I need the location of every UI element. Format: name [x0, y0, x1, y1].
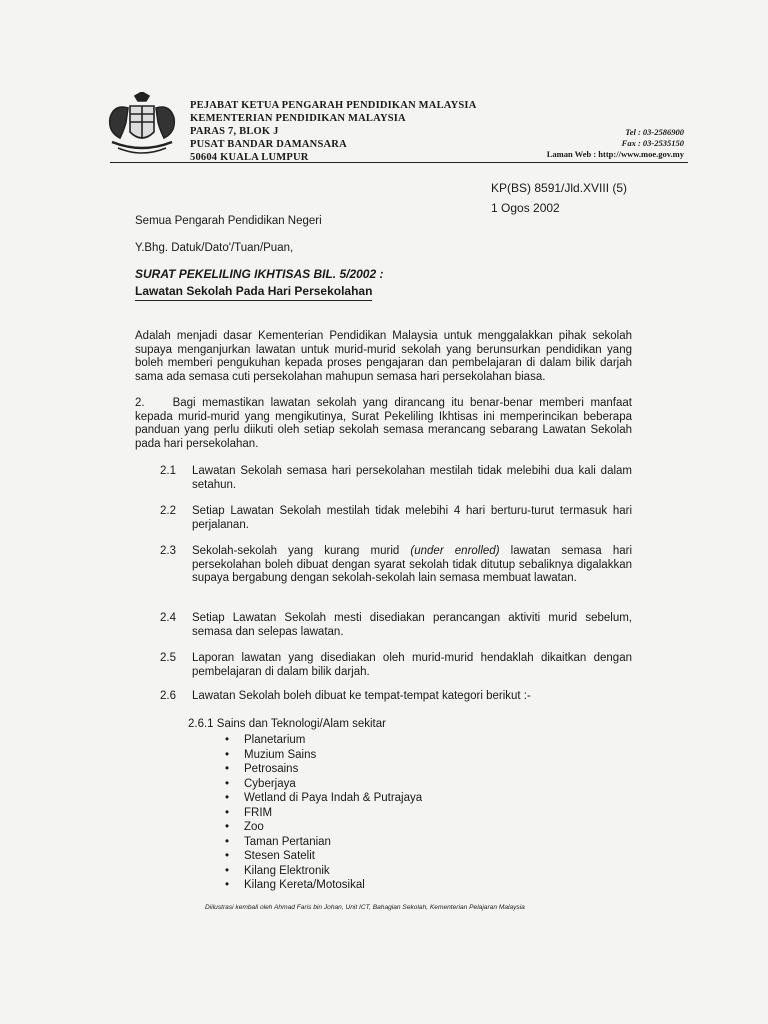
- list-item: • Planetarium: [225, 733, 422, 748]
- list-item: [160, 690, 632, 704]
- list-item: • FRIM: [225, 806, 422, 821]
- item-number: 2.2: [160, 505, 176, 517]
- item-text-part: Sekolah-sekolah yang kurang murid: [192, 545, 411, 557]
- office-address: [190, 99, 477, 164]
- footnote: Diilustrasi kembali oleh Ahmad Faris bin Johan, Unit ICT, Bahagian Sekolah, Kementerian Pelajaran Malaysia: [205, 904, 525, 911]
- list-item: [160, 545, 632, 586]
- item-number: 2.4: [160, 612, 176, 624]
- reference-number: KP(BS) 8591/Jld.XVIII (5): [491, 181, 628, 195]
- item-number: 2.1: [160, 465, 176, 477]
- list-item: • Stesen Satelit: [225, 849, 422, 864]
- item-number: 2.5: [160, 652, 176, 664]
- list-item: [160, 652, 632, 679]
- fax: Fax : 03-2535150: [621, 138, 684, 148]
- list-item: • Cyberjaya: [225, 777, 422, 792]
- item-text: Setiap Lawatan Sekolah mesti disediakan perancangan aktiviti murid sebelum, semasa dan selepas lawatan.: [192, 612, 632, 638]
- sub-heading: 2.6.1 Sains dan Teknologi/Alam sekitar: [188, 718, 386, 730]
- paragraph-2: [135, 397, 632, 451]
- address-line: 50604 KUALA LUMPUR: [190, 152, 309, 163]
- item-text: Laporan lawatan yang disediakan oleh murid-murid hendaklah dikaitkan dengan pembelajaran di dalam bilik darjah.: [192, 652, 632, 678]
- website: Laman Web : http://www.moe.gov.my: [546, 149, 684, 159]
- letter-title: [135, 268, 383, 301]
- list-item: [160, 612, 632, 639]
- item-text-emphasis: (under enrolled): [410, 545, 500, 557]
- list-item: [160, 465, 632, 492]
- list-item: • Zoo: [225, 820, 422, 835]
- address-line: KEMENTERIAN PENDIDIKAN MALAYSIA: [190, 113, 406, 124]
- circular-number: SURAT PEKELILING IKHTISAS BIL. 5/2002 :: [135, 267, 384, 281]
- item-text: [192, 545, 632, 586]
- item-text: Setiap Lawatan Sekolah mestilah tidak melebihi 4 hari berturu-turut termasuk hari perjalanan.: [192, 505, 632, 531]
- letterhead-divider: [110, 162, 688, 163]
- list-item: • Taman Pertanian: [225, 835, 422, 850]
- salutation: Y.Bhg. Datuk/Dato'/Tuan/Puan,: [135, 242, 294, 254]
- list-item: • Kilang Kereta/Motosikal: [225, 878, 422, 893]
- coat-of-arms-icon: [104, 92, 180, 158]
- reference-block: [491, 178, 627, 218]
- paragraph-text: Bagi memastikan lawatan sekolah yang dirancang itu benar-benar memberi manfaat kepada murid-murid yang mengikutinya, Surat Pekeliling Ikhtisas ini memperincikan beberapa panduan yang perlu diikuti oleh setiap sekolah semasa merancang sebarang Lawatan Sekolah pada hari persekolahan.: [135, 397, 632, 450]
- telephone: Tel : 03-2586900: [625, 127, 684, 137]
- item-text: Lawatan Sekolah semasa hari persekolahan mestilah tidak melebihi dua kali dalam setahun.: [192, 465, 632, 491]
- list-item: • Muzium Sains: [225, 748, 422, 763]
- letter-date: 1 Ogos 2002: [491, 201, 560, 215]
- item-text: Lawatan Sekolah boleh dibuat ke tempat-tempat kategori berikut :-: [192, 690, 531, 702]
- list-item: • Wetland di Paya Indah & Putrajaya: [225, 791, 422, 806]
- address-line: PARAS 7, BLOK J: [190, 126, 279, 137]
- list-item: • Kilang Elektronik: [225, 864, 422, 879]
- paragraph-number: 2.: [135, 397, 145, 409]
- item-number: 2.6: [160, 690, 176, 702]
- address-line: PEJABAT KETUA PENGARAH PENDIDIKAN MALAYSIA: [190, 100, 477, 111]
- list-item: [160, 505, 632, 532]
- paragraph-1: Adalah menjadi dasar Kementerian Pendidikan Malaysia untuk menggalakkan pihak sekolah supaya menganjurkan lawatan untuk murid-murid sekolah yang berunsurkan pendidikan yang boleh memberi pengukuhan kepada proses pengajaran dan pembelajaran di dalam bilik darjah sama ada semasa cuti persekolahan mahupun semasa hari persekolahan biasa.: [135, 330, 632, 383]
- item-number: 2.3: [160, 545, 176, 557]
- contact-info: [547, 127, 684, 160]
- list-item: • Petrosains: [225, 762, 422, 777]
- places-list: [225, 733, 422, 893]
- item-text-part: lawatan semasa hari persekolahan boleh dibuat dengan syarat sekolah tidak ditutup sebaliknya digalakkan supaya bergabung dengan sekolah-sekolah lain semasa membuat lawatan.: [192, 545, 632, 584]
- recipient: Semua Pengarah Pendidikan Negeri: [135, 215, 322, 227]
- circular-subject: Lawatan Sekolah Pada Hari Persekolahan: [135, 285, 372, 302]
- address-line: PUSAT BANDAR DAMANSARA: [190, 139, 347, 150]
